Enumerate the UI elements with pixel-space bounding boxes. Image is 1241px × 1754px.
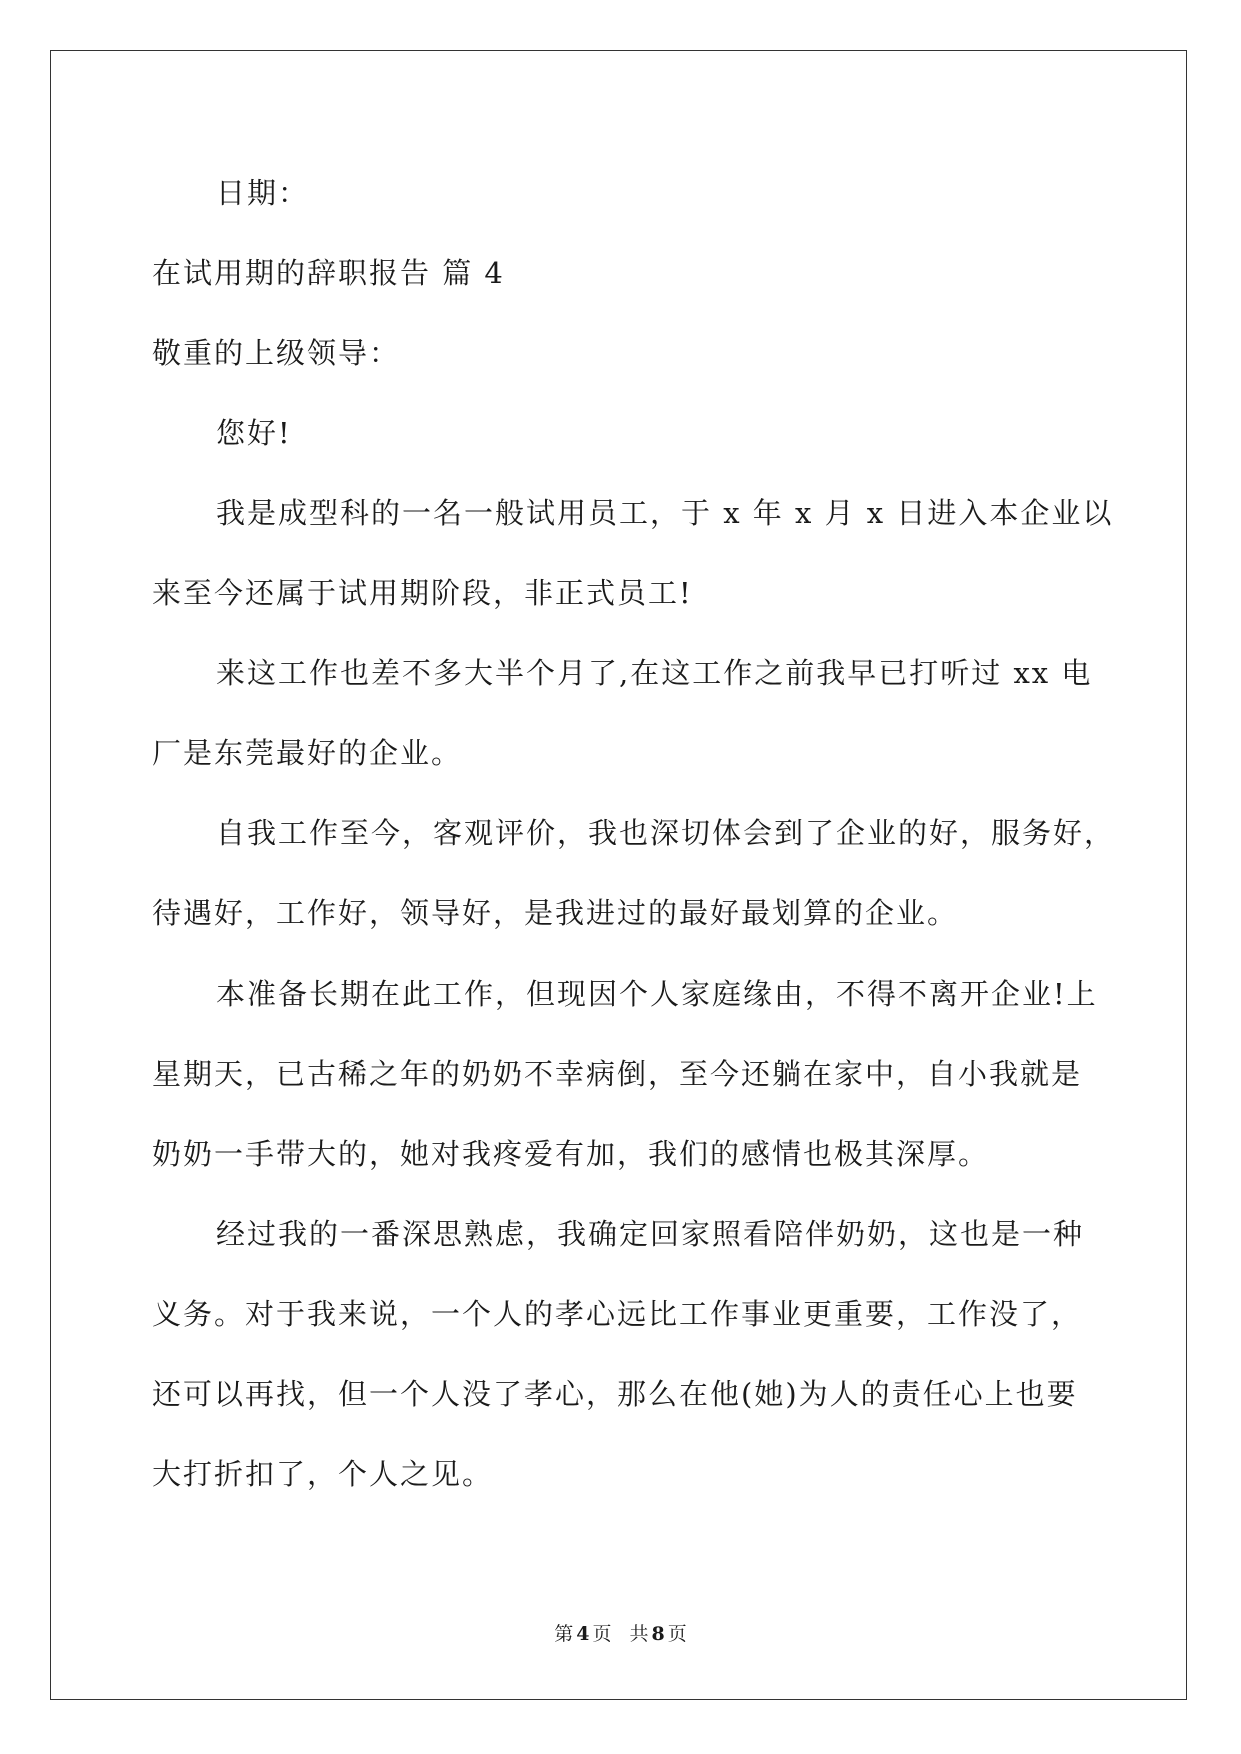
salutation: 敬重的上级领导： [152, 336, 401, 370]
total-suffix: 页 [667, 1623, 687, 1645]
total-prefix: 共 [629, 1623, 649, 1645]
page-prefix: 第 [554, 1623, 574, 1645]
paragraph-line: 还可以再找，但一个人没了孝心，那么在他(她)为人的责任心上也要 [152, 1377, 1078, 1411]
page-border [50, 50, 1187, 1700]
paragraph-line: 大打折扣了，个人之见。 [152, 1457, 494, 1491]
date-label: 日期： [216, 176, 310, 210]
page-footer [0, 1622, 1241, 1646]
paragraph-line: 奶奶一手带大的，她对我疼爱有加，我们的感情也极其深厚。 [152, 1137, 990, 1171]
paragraph-line: 来这工作也差不多大半个月了,在这工作之前我早已打听过 xx 电 [216, 656, 1093, 690]
paragraph-line: 厂是东莞最好的企业。 [152, 736, 463, 770]
paragraph-line: 经过我的一番深思熟虑，我确定回家照看陪伴奶奶，这也是一种 [216, 1217, 1085, 1251]
paragraph-line: 义务。对于我来说，一个人的孝心远比工作事业更重要，工作没了， [152, 1297, 1083, 1331]
paragraph-line: 待遇好，工作好，领导好，是我进过的最好最划算的企业。 [152, 896, 959, 930]
paragraph-line: 自我工作至今，客观评价，我也深切体会到了企业的好，服务好， [216, 816, 1116, 850]
paragraph-line: 本准备长期在此工作，但现因个人家庭缘由，不得不离开企业!上 [216, 977, 1098, 1011]
page-number: 4 [576, 1623, 590, 1645]
total-pages: 8 [651, 1623, 665, 1645]
section-heading: 在试用期的辞职报告 篇 4 [152, 256, 505, 290]
greeting: 您好! [216, 416, 292, 450]
paragraph-line: 星期天，已古稀之年的奶奶不幸病倒，至今还躺在家中，自小我就是 [152, 1057, 1083, 1091]
page-suffix: 页 [592, 1623, 612, 1645]
paragraph-line: 来至今还属于试用期阶段，非正式员工! [152, 576, 693, 610]
paragraph-line: 我是成型科的一名一般试用员工，于 x 年 x 月 x 日进入本企业以 [216, 496, 1114, 530]
